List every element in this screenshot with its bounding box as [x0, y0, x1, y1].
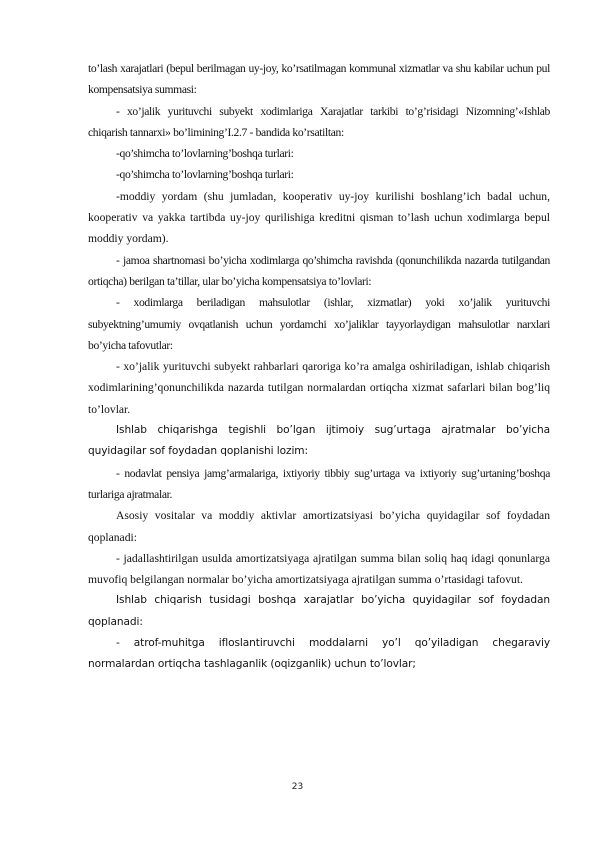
paragraph-pension-funds: - nodavlat pensiya jamg’armalariga, ixtiyoriy tibbiy sug’urtaga va ixtiyoriy sug’urtaning’boshqa turlariga ajratmalar. [88, 466, 550, 501]
paragraph-accelerated-depreciation: - jadallashtirilgan usulda amortizatsiyaga ajratilgan summa bilan soliq haq idagi qonunlarga muvofiq belgilangan normalar bo’yicha amortizatsiyaga ajratilgan summa o’rtasidagi tafovut. [88, 551, 550, 587]
paragraph-extra-payments-1: -qo’shimcha to’lovlarning’boshqa turlari: [116, 147, 294, 161]
paragraph-depreciation: Asosiy vositalar va moddiy aktivlar amortizatsiyasi bo’yicha quyidagilar sof foydadan qoplanadi: [88, 509, 550, 544]
paragraph-social-insurance: Ishlab chiqarishga tegishli bo’lgan ijtimoiy sug’urtaga ajratmalar bo’yicha quyidagilar sof foydadan qoplanishi lozim: [88, 424, 550, 458]
paragraph-bullet-staff-regulation: - xo’jalik yurituvchi subyekt xodimlariga Xarajatlar tarkibi to’g’risidagi Nizomning’«Ishlab chiqarish tannarxi» bo’limining’I.2.7 - bandida ko’rsatiltan: [88, 104, 550, 139]
paragraph-pollution-payments: - atrof-muhitga ifloslantiruvchi moddalarni yo’l qo’yiladigan chegaraviy normalardan ortiqcha tashlaganlik (oqizganlik) uchun to’lovlar; [88, 637, 550, 671]
paragraph-business-trips: - xo’jalik yurituvchi subyekt rahbarlari qaroriga ko’ra amalga oshiriladigan, ishlab chiqarish xodimlarining’qonunchilikda nazarda tutilgan normalardan ortiqcha xizmat safarlari bilan bog’liq to’lovlar. [88, 360, 550, 416]
paragraph-other-expenses: Ishlab chiqarish tusidagi boshqa xarajatlar bo’yicha quyidagilar sof foydadan qoplanadi: [88, 594, 550, 628]
paragraph-price-differences: - xodimlarga beriladigan mahsulotlar (ishlar, xizmatlar) yoki xo’jalik yurituvchi subyektning’umumiy ovqatlanish uchun yordamchi xo’jaliklar tayyorlaydigan mahsulotlar narxlari bo’yicha tafovutlar: [88, 296, 550, 352]
paragraph-extra-payments-2: -qo’shimcha to’lovlarning’boshqa turlari: [116, 168, 294, 182]
paragraph-collective-agreement: - jamoa shartnomasi bo’yicha xodimlarga qo’shimcha ravishda (qonunchilikda nazarda tutilgandan ortiqcha) berilgan ta’tillar, ular bo’yicha kompensatsiya to’lovlari: [88, 253, 550, 288]
paragraph-continuation: to’lash xarajatlari (bepul berilmagan uy-joy, ko’rsatilmagan kommunal xizmatlar va shu kabilar uchun pul kompensatsiya summasi: [88, 62, 550, 97]
page-number: 23 [291, 782, 304, 792]
paragraph-material-aid: -moddiy yordam (shu jumladan, kooperativ uy-joy kurilishi boshlang’ich badal uchun, kooperativ va yakka tartibda uy-joy qurilishiga kreditni qisman to’lash uchun xodimlarga bepul moddiy yordam). [88, 189, 550, 246]
document-body [88, 58, 550, 676]
